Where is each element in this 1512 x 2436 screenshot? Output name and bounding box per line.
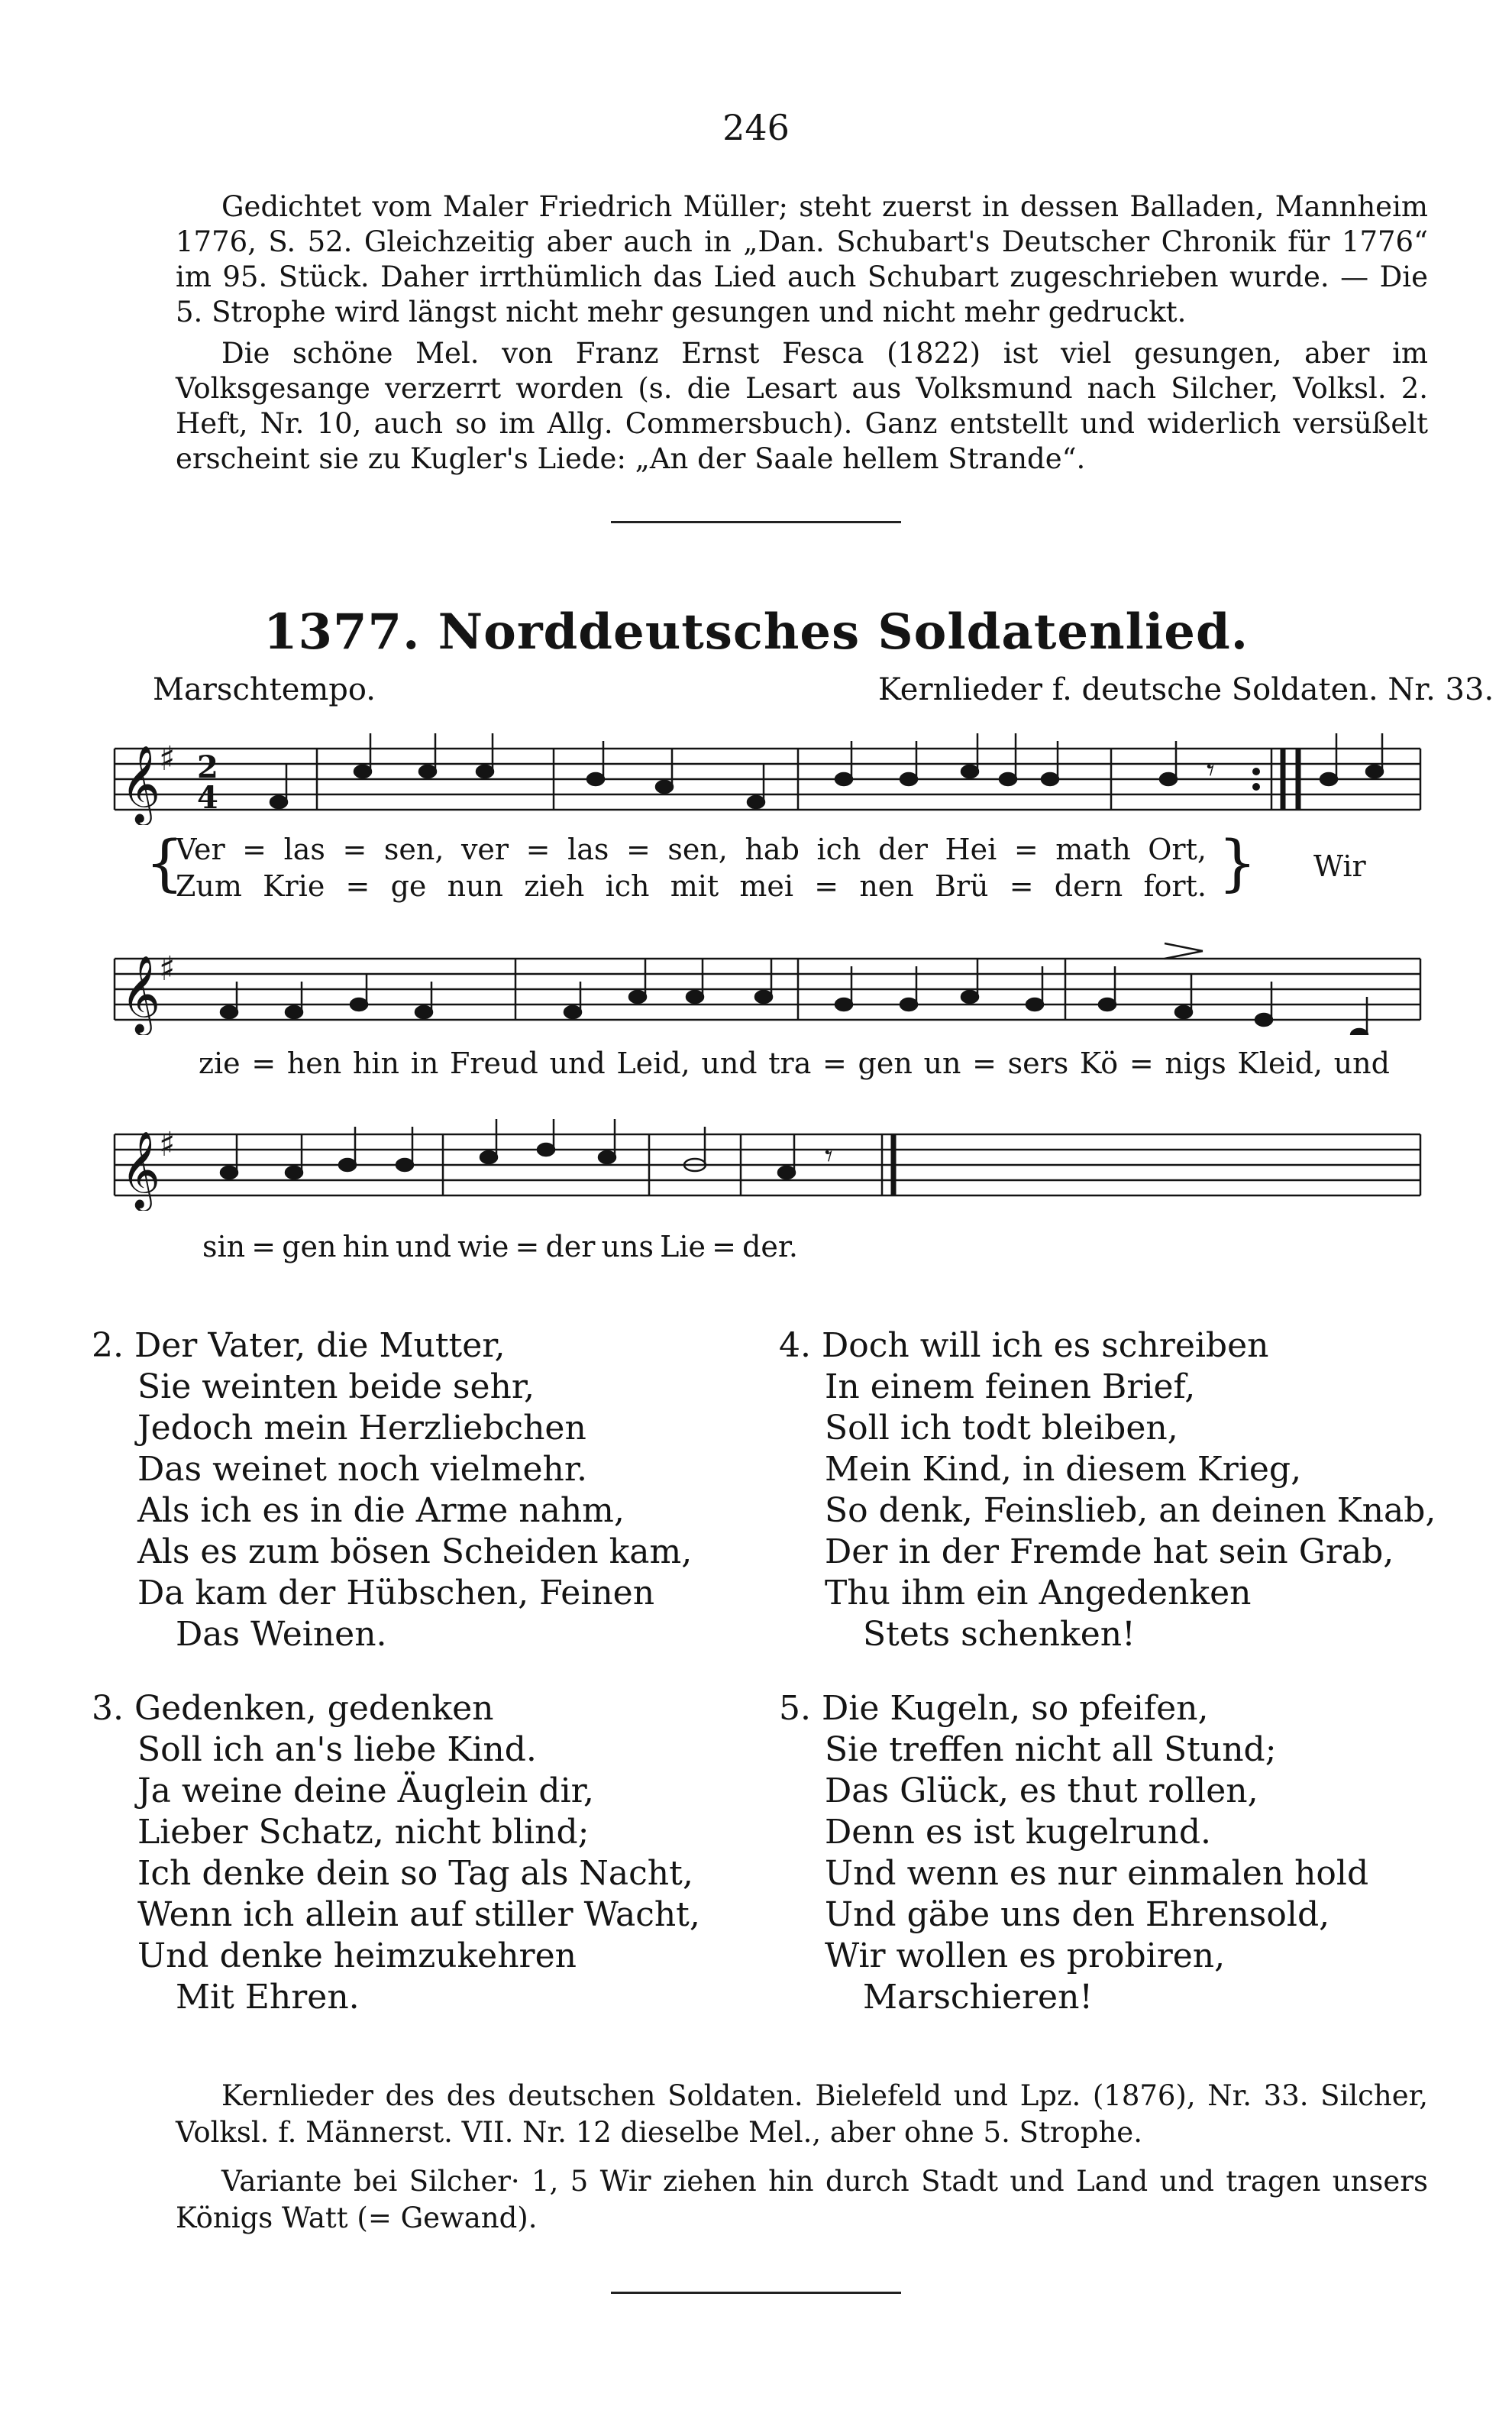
verse-number: 3. — [92, 1689, 124, 1728]
verse-3: 3. Gedenken, gedenken Soll ich an's liebe Kind. Ja weine deine Äuglein dir, Lieber Schatz, nicht blind; Ich denke dein so Tag als Nacht, Wenn ich allein auf stiller Wacht, Und denke heimzukehren Mit Ehren. — [92, 1689, 700, 2017]
song-title — [0, 603, 1512, 661]
lyrics-row-3: sin = gen hin und wie = der uns Lie = der. — [202, 1230, 798, 1263]
treble-clef-icon: 𝄞 — [121, 744, 161, 823]
intro-paragraph-2: Die schöne Mel. von Franz Ernst Fesca (1822) ist viel gesungen, aber im Volksgesange verzerrt worden (s. die Lesart aus Volksmund nach Silcher, Volksl. 2. Heft, Nr. 10, auch so im Allg. Commersbuch). Ganz entstellt und widerlich versüßelt erscheint sie zu Kugler's Liede: „An der Saale hellem Strande“. — [176, 337, 1428, 475]
sharp-icon: ♯ — [159, 739, 176, 778]
source-notes — [176, 2078, 1428, 2249]
music-staff-3 — [99, 1119, 1436, 1211]
treble-clef-icon: 𝄞 — [121, 1130, 161, 1208]
end-divider — [611, 2292, 901, 2294]
music-staff-1 — [99, 733, 1436, 825]
time-signature-bottom: 4 — [197, 780, 218, 816]
intro-notes — [176, 189, 1428, 477]
source-note-1: Kernlieder des des deutschen Soldaten. Bielefeld und Lpz. (1876), Nr. 33. Silcher, Volksl. f. Männerst. VII. Nr. 12 dieselbe Mel., aber ohne 5. Strophe. — [176, 2079, 1428, 2149]
lyrics-row-1-tail: Wir — [1313, 849, 1366, 883]
lyrics-row-1-line-2: Zum Krie = ge nun zieh ich mit mei = nen Brü = dern fort. — [176, 869, 1207, 903]
rest-icon: 𝄾 — [1207, 753, 1215, 788]
rest-icon: 𝄾 — [825, 1139, 833, 1174]
page-number: 246 — [722, 107, 790, 148]
melody-source: Kernlieder f. deutsche Soldaten. Nr. 33. — [878, 672, 1494, 707]
music-staff-2 — [99, 936, 1436, 1035]
sharp-icon: ♯ — [159, 949, 176, 988]
verse-5: 5. Die Kugeln, so pfeifen, Sie treffen nicht all Stund; Das Glück, es thut rollen, Denn es ist kugelrund. Und wenn es nur einmalen hold Und gäbe uns den Ehrensold, Wir wollen es probiren, Marschieren! — [779, 1689, 1369, 2017]
variant-note: Variante bei Silcher· 1, 5 Wir ziehen hin durch Stadt und Land und tragen unsers Königs Watt (= Gewand). — [176, 2165, 1428, 2234]
verse-number: 5. — [779, 1689, 811, 1728]
intro-paragraph-1: Gedichtet vom Maler Friedrich Müller; steht zuerst in dessen Balladen, Mannheim 1776, S. 52. Gleichzeitig aber auch in „Dan. Schubart's Deutscher Chronik für 1776“ im 95. Stück. Daher irrthümlich das Lied auch Schubart zugeschrieben wurde. — Die 5. Strophe wird längst nicht mehr gesungen und nicht mehr gedruckt. — [176, 190, 1428, 328]
sharp-icon: ♯ — [159, 1125, 176, 1164]
verse-4: 4. Doch will ich es schreiben In einem feinen Brief, Soll ich todt bleiben, Mein Kind, in diesem Krieg, So denk, Feinslieb, an deinen Knab, Der in der Fremde hat sein Grab, Thu ihm ein Angedenken Stets schenken! — [779, 1326, 1436, 1654]
song-number: 1377. — [263, 603, 421, 661]
lyrics-row-1-line-1: Ver = las = sen, ver = las = sen, hab ich der Hei = math Ort, — [176, 833, 1207, 866]
brace-left-icon: { — [145, 827, 184, 898]
tempo-marking: Marschtempo. — [153, 672, 376, 707]
verse-number: 4. — [779, 1326, 811, 1365]
brace-right-icon: } — [1218, 827, 1257, 898]
verse-2: 2. Der Vater, die Mutter, Sie weinten beide sehr, Jedoch mein Herzliebchen Das weinet noch vielmehr. Als ich es in die Arme nahm, Als es zum bösen Scheiden kam, Da kam der Hübschen, Feinen Das Weinen. — [92, 1326, 693, 1654]
verse-number: 2. — [92, 1326, 124, 1365]
lyrics-row-2: zie = hen hin in Freud und Leid, und tra = gen un = sers Kö = nigs Kleid, und — [199, 1047, 1390, 1080]
notes-staff-2 — [221, 959, 1368, 1035]
treble-clef-icon: 𝄞 — [121, 954, 161, 1033]
time-signature-top: 2 — [197, 749, 218, 785]
notes-staff-1 — [270, 733, 1383, 808]
song-name: Norddeutsches Soldatenlied. — [438, 603, 1249, 661]
section-divider — [611, 521, 901, 523]
